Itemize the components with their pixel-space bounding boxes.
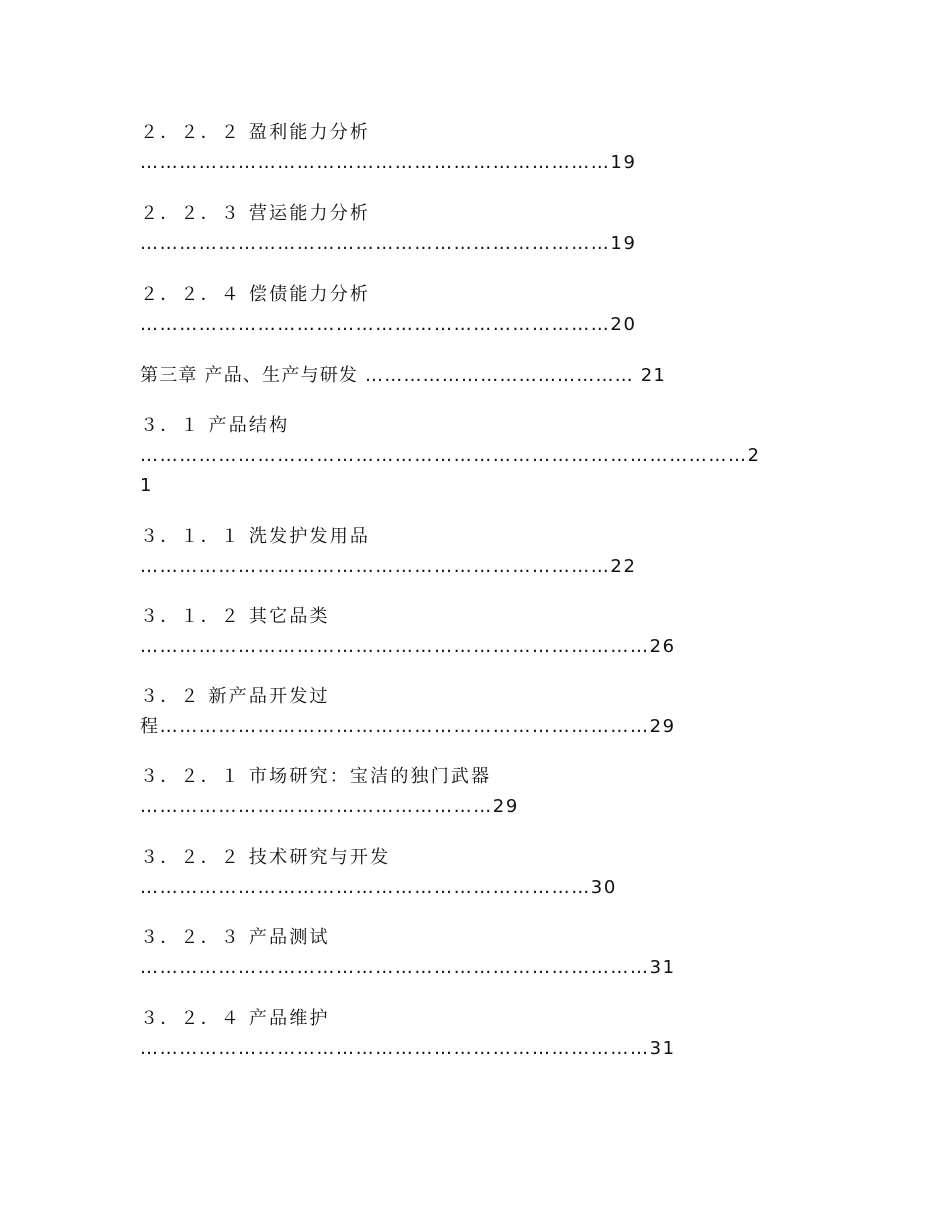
toc-entry[interactable] (140, 199, 820, 259)
toc-entry-leader: ……………………………………………………………………31 (140, 957, 676, 978)
toc-entry[interactable] (140, 280, 820, 340)
toc-entry-title: ３．１．２ 其它品类 (140, 606, 330, 627)
toc-entry-leader: 程…………………………………………………………………29 (140, 716, 676, 737)
toc-entry-title: ３．２．２ 技术研究与开发 (140, 847, 391, 868)
toc-entry-title: ２．２．４ 偿债能力分析 (140, 284, 371, 305)
toc-entry-title: ３．１ 产品结构 (140, 415, 290, 436)
toc-entry-title: ２．２．３ 营运能力分析 (140, 203, 371, 224)
toc-entry-title: 第三章 产品、生产与研发 …………………………………… 21 (140, 365, 667, 386)
toc-entry-leader: 1 (140, 475, 154, 496)
toc-entry-title: ２．２．２ 盈利能力分析 (140, 122, 371, 143)
toc-entry-leader: ………………………………………………………………20 (140, 314, 637, 335)
toc-entry-leader: ………………………………………………………………22 (140, 556, 637, 577)
toc-entry[interactable] (140, 923, 820, 983)
table-of-contents (140, 118, 820, 1064)
toc-entry-title: ３．２．１ 市场研究：宝洁的独门武器 (140, 766, 492, 787)
toc-entry[interactable] (140, 762, 820, 822)
toc-entry-leader: ……………………………………………………………………26 (140, 636, 676, 657)
toc-entry-title: ３．２．３ 产品测试 (140, 927, 330, 948)
toc-entry-leader: ……………………………………………………………………31 (140, 1038, 676, 1059)
toc-entry-title: ３．２．４ 产品维护 (140, 1008, 330, 1029)
toc-entry-title: ３．２ 新产品开发过 (140, 686, 330, 707)
toc-entry[interactable] (140, 682, 820, 742)
toc-entry[interactable] (140, 411, 820, 501)
toc-entry-leader: ………………………………………………………………19 (140, 152, 637, 173)
toc-entry[interactable] (140, 118, 820, 178)
toc-entry-leader: …………………………………………………………………………………2 (140, 445, 761, 466)
toc-entry[interactable] (140, 1004, 820, 1064)
toc-entry[interactable] (140, 602, 820, 662)
toc-entry-leader: ……………………………………………………………30 (140, 877, 617, 898)
toc-entry-leader: ………………………………………………29 (140, 796, 519, 817)
toc-entry[interactable] (140, 522, 820, 582)
toc-entry-leader: ………………………………………………………………19 (140, 233, 637, 254)
toc-entry-title: ３．１．１ 洗发护发用品 (140, 526, 371, 547)
toc-entry[interactable] (140, 361, 820, 391)
toc-entry[interactable] (140, 843, 820, 903)
